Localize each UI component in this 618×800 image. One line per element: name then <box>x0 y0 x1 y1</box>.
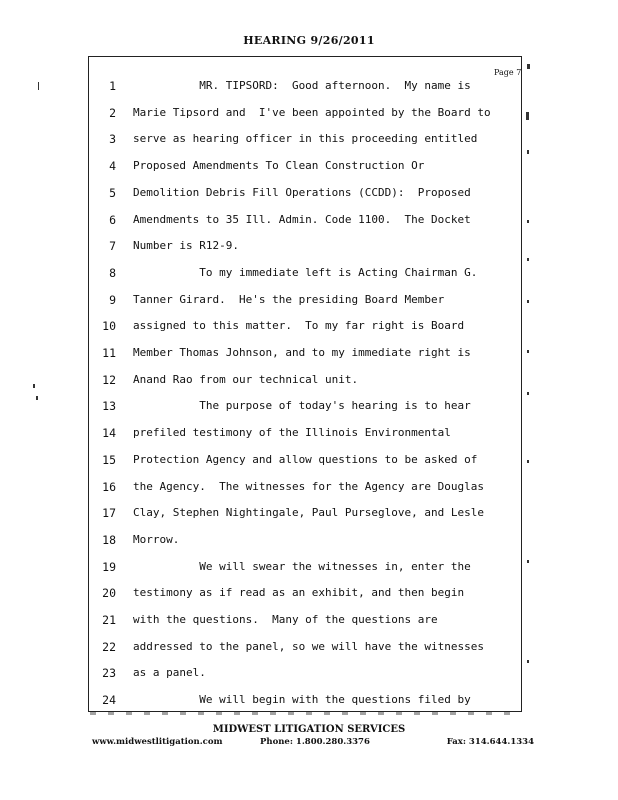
transcript-line: We will begin with the questions filed by <box>133 693 471 706</box>
scan-artifact-strip <box>90 712 518 715</box>
footer-website: www.midwestlitigation.com <box>92 737 223 747</box>
transcript-line: To my immediate left is Acting Chairman G. <box>133 266 478 279</box>
line-number: 8 <box>109 266 116 280</box>
transcript-line: as a panel. <box>133 666 206 679</box>
line-number: 17 <box>102 506 116 520</box>
transcript-line: Marie Tipsord and I've been appointed by the Board to <box>133 106 491 119</box>
scan-speck <box>33 384 35 388</box>
transcript-line: assigned to this matter. To my far right is Board <box>133 319 465 332</box>
scan-speck <box>527 258 529 261</box>
transcript-line: Number is R12-9. <box>133 239 239 252</box>
footer-fax: Fax: 314.644.1334 <box>446 737 534 747</box>
page-number: Page 7 <box>494 68 522 77</box>
transcript-line: Protection Agency and allow questions to be asked of <box>133 453 478 466</box>
transcript-line: We will swear the witnesses in, enter the <box>133 560 471 573</box>
scan-speck <box>38 82 39 90</box>
transcript-line: Demolition Debris Fill Operations (CCDD): Proposed <box>133 186 471 199</box>
scan-speck <box>527 150 529 154</box>
transcript-line: testimony as if read as an exhibit, and then begin <box>133 586 465 599</box>
scan-speck <box>527 64 530 69</box>
scan-speck <box>527 460 529 463</box>
line-number: 20 <box>102 586 116 600</box>
line-number: 11 <box>102 346 116 360</box>
line-number: 16 <box>102 480 116 494</box>
transcript-line: Morrow. <box>133 533 180 546</box>
line-number: 1 <box>109 79 116 93</box>
footer-contact-row <box>92 737 534 751</box>
scan-speck <box>527 392 529 395</box>
transcript-line: the Agency. The witnesses for the Agency are Douglas <box>133 480 484 493</box>
line-number: 13 <box>102 399 116 413</box>
scan-speck <box>527 560 529 563</box>
line-number: 2 <box>109 106 116 120</box>
scan-speck <box>527 350 529 353</box>
line-number: 21 <box>102 613 116 627</box>
line-number: 7 <box>109 239 116 253</box>
footer-phone: Phone: 1.800.280.3376 <box>260 737 370 747</box>
scan-speck <box>36 396 38 400</box>
line-number: 15 <box>102 453 116 467</box>
transcript-line: Proposed Amendments To Clean Construction Or <box>133 159 425 172</box>
line-number: 10 <box>102 319 116 333</box>
line-number: 4 <box>109 159 116 173</box>
footer-company-name: MIDWEST LITIGATION SERVICES <box>212 724 406 735</box>
transcript-line: Anand Rao from our technical unit. <box>133 373 359 386</box>
transcript-line: serve as hearing officer in this proceeding entitled <box>133 132 478 145</box>
transcript-line: Tanner Girard. He's the presiding Board Member <box>133 293 445 306</box>
line-number: 22 <box>102 640 116 654</box>
line-number: 6 <box>109 213 116 227</box>
transcript-line: addressed to the panel, so we will have the witnesses <box>133 640 484 653</box>
line-number: 14 <box>102 426 116 440</box>
transcript-line: Member Thomas Johnson, and to my immediate right is <box>133 346 471 359</box>
line-number: 5 <box>109 186 116 200</box>
transcript-line: MR. TIPSORD: Good afternoon. My name is <box>133 79 471 92</box>
scan-speck <box>527 220 529 223</box>
transcript-line: Clay, Stephen Nightingale, Paul Purseglove, and Lesle <box>133 506 484 519</box>
transcript-line: The purpose of today's hearing is to hear <box>133 399 471 412</box>
line-number: 19 <box>102 560 116 574</box>
scan-speck <box>527 300 529 303</box>
line-number: 3 <box>109 132 116 146</box>
line-number: 12 <box>102 373 116 387</box>
line-number: 24 <box>102 693 116 707</box>
line-number: 18 <box>102 533 116 547</box>
transcript-line: Amendments to 35 Ill. Admin. Code 1100. The Docket <box>133 213 471 226</box>
transcript-line: prefiled testimony of the Illinois Environmental <box>133 426 451 439</box>
line-number: 9 <box>109 293 116 307</box>
transcript-line: with the questions. Many of the questions are <box>133 613 438 626</box>
line-number: 23 <box>102 666 116 680</box>
scan-speck <box>526 112 529 120</box>
document-header-title: HEARING 9/26/2011 <box>243 34 375 47</box>
scan-speck <box>527 660 529 663</box>
